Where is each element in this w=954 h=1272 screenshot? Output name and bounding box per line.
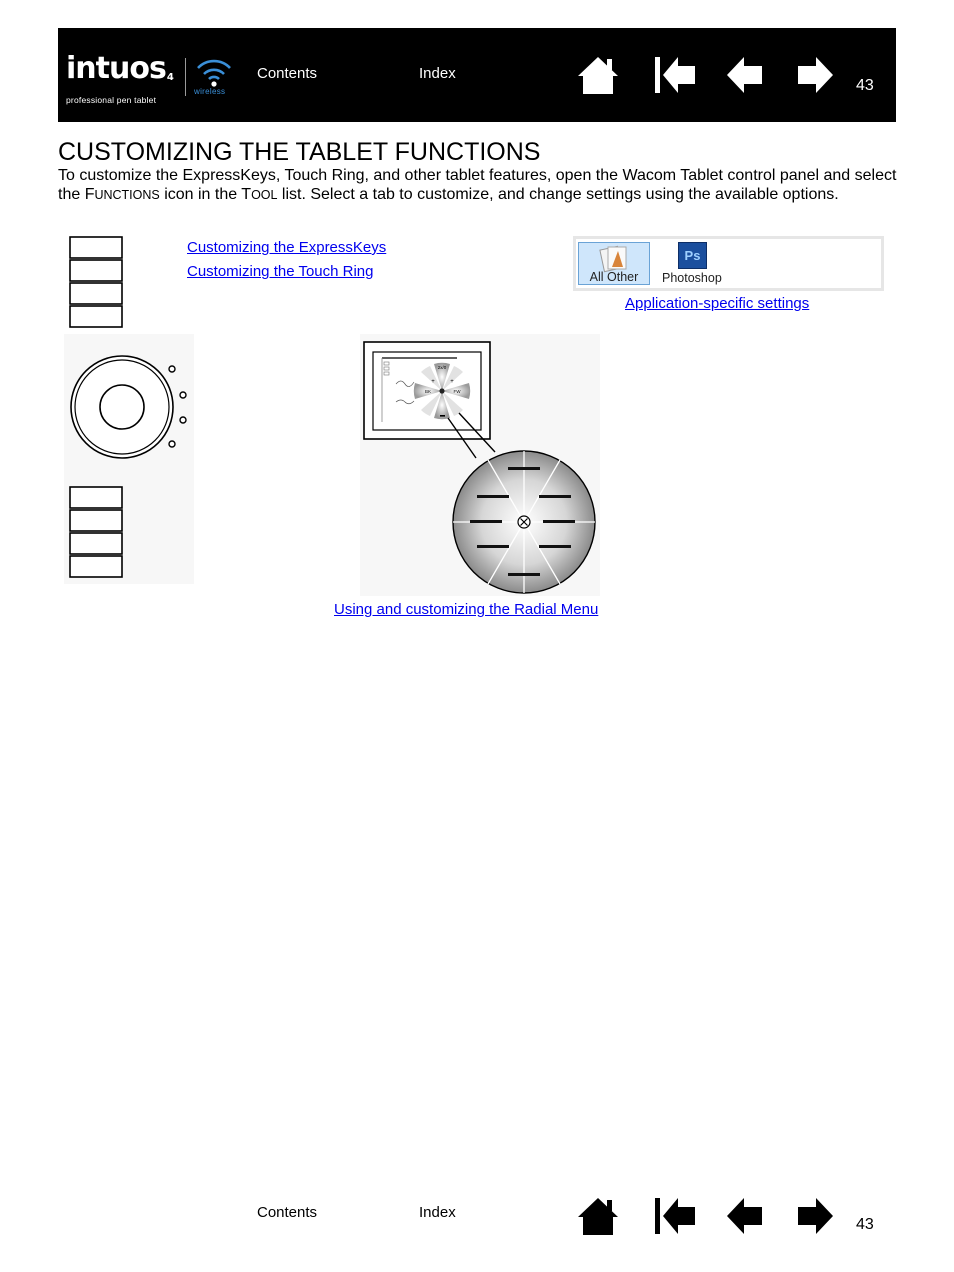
logo-divider — [185, 58, 186, 96]
svg-text:+: + — [450, 379, 454, 385]
index-link[interactable]: Index — [419, 65, 456, 82]
footer-previous-page-icon[interactable] — [724, 1195, 766, 1237]
radial-preview-right-label: FW — [453, 389, 461, 394]
radial-preview-top-label: 2x/0 — [437, 365, 447, 370]
next-page-icon[interactable] — [794, 54, 836, 96]
app-item-photoshop-label: Photoshop — [662, 271, 722, 285]
photoshop-icon: Ps — [678, 242, 707, 269]
footer-index-link[interactable]: Index — [419, 1204, 456, 1221]
app-item-all-other[interactable] — [578, 242, 650, 285]
application-list-panel — [573, 236, 884, 291]
previous-page-icon[interactable] — [724, 54, 766, 96]
wireless-label: wireless — [194, 87, 226, 96]
page-title: CUSTOMIZING THE TABLET FUNCTIONS — [58, 138, 541, 166]
app-item-all-other-label: All Other — [589, 270, 639, 284]
logo-tagline: professional pen tablet — [66, 95, 157, 105]
page-footer — [58, 1168, 896, 1262]
radial-menu-illustration — [360, 334, 600, 596]
all-other-apps-icon — [599, 245, 631, 273]
intuos-logo — [66, 51, 173, 105]
footer-first-page-icon[interactable] — [654, 1195, 696, 1237]
logo-brand: intuos — [66, 51, 166, 86]
intro-paragraph: To customize the ExpressKeys, Touch Ring, and other tablet features, open the Wacom Tablet control panel and select the FUNCTIONS icon in the TOOL list. Select a tab to customize, and change settings using the available options. — [58, 167, 897, 203]
footer-home-icon[interactable] — [577, 1195, 619, 1237]
application-specific-settings-link[interactable]: Application-specific settings — [625, 295, 810, 312]
page-header — [58, 28, 896, 122]
page-number: 43 — [856, 77, 874, 94]
contents-link[interactable]: Contents — [257, 65, 318, 82]
expresskeys-link[interactable]: Customizing the ExpressKeys — [187, 239, 387, 256]
radial-preview-left-label: BK — [424, 389, 432, 394]
footer-page-number: 43 — [856, 1216, 874, 1233]
svg-text:+: + — [431, 379, 435, 385]
expresskeys-touchring-illustration — [64, 234, 194, 584]
home-icon[interactable] — [577, 54, 619, 96]
touch-ring-link[interactable]: Customizing the Touch Ring — [187, 263, 374, 280]
footer-next-page-icon[interactable] — [794, 1195, 836, 1237]
app-item-photoshop[interactable] — [658, 242, 730, 285]
footer-contents-link[interactable]: Contents — [257, 1204, 318, 1221]
radial-menu-link[interactable]: Using and customizing the Radial Menu — [334, 601, 599, 618]
wireless-icon — [194, 54, 234, 88]
first-page-icon[interactable] — [654, 54, 696, 96]
logo-superscript: 4 — [166, 72, 173, 83]
